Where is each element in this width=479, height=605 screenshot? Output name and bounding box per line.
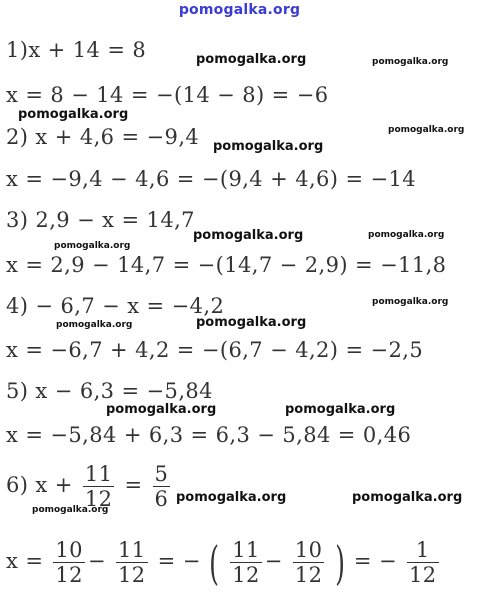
x-equals: x = bbox=[6, 549, 44, 573]
fraction-denominator: 12 bbox=[409, 563, 437, 587]
watermark: pomogalka.org bbox=[352, 490, 463, 505]
problem-6-solution bbox=[6, 535, 442, 590]
fraction-1-12 bbox=[407, 538, 439, 587]
problem-5-equation: 5) x − 6,3 = −5,84 bbox=[6, 379, 213, 403]
watermark: pomogalka.org bbox=[372, 57, 449, 67]
watermark: pomogalka.org bbox=[285, 402, 396, 417]
watermark: pomogalka.org bbox=[106, 402, 217, 417]
problem-3-solution: x = 2,9 − 14,7 = −(14,7 − 2,9) = −11,8 bbox=[6, 253, 447, 277]
fraction-denominator: 12 bbox=[84, 487, 113, 511]
watermark: pomogalka.org bbox=[18, 107, 129, 122]
problem-1-equation: 1)x + 14 = 8 bbox=[6, 38, 147, 62]
watermark: pomogalka.org bbox=[196, 315, 307, 330]
problem-4-equation: 4) − 6,7 − x = −4,2 bbox=[6, 294, 225, 318]
fraction-numerator: 11 bbox=[118, 538, 146, 562]
fraction-10-12 bbox=[53, 538, 85, 587]
fraction-denominator: 12 bbox=[55, 563, 83, 587]
problem-2-solution: x = −9,4 − 4,6 = −(9,4 + 4,6) = −14 bbox=[6, 167, 417, 191]
problem-6-prefix: 6) x + bbox=[6, 473, 73, 497]
left-parenthesis: ( bbox=[208, 535, 220, 590]
fraction-11-12 bbox=[230, 538, 262, 587]
problem-1-solution: x = 8 − 14 = −(14 − 8) = −6 bbox=[6, 83, 329, 107]
fraction-11-12 bbox=[116, 538, 148, 587]
watermark: pomogalka.org bbox=[56, 320, 133, 330]
fraction-numerator: 10 bbox=[55, 538, 83, 562]
minus-sign: − bbox=[264, 549, 283, 573]
equals-sign: = bbox=[124, 473, 143, 497]
problem-6-equation bbox=[6, 462, 173, 511]
problem-2-equation: 2) x + 4,6 = −9,4 bbox=[6, 125, 200, 149]
watermark: pomogalka.org bbox=[176, 490, 287, 505]
fraction-numerator: 11 bbox=[84, 462, 113, 486]
site-logo: pomogalka.org bbox=[178, 2, 301, 18]
fraction-numerator: 11 bbox=[232, 538, 260, 562]
watermark: pomogalka.org bbox=[196, 52, 307, 67]
watermark: pomogalka.org bbox=[193, 228, 304, 243]
fraction-numerator: 1 bbox=[407, 538, 439, 563]
equals-minus: = − bbox=[157, 549, 201, 573]
watermark: pomogalka.org bbox=[213, 139, 324, 154]
watermark: pomogalka.org bbox=[54, 241, 131, 251]
watermark: pomogalka.org bbox=[368, 230, 445, 240]
fraction-denominator: 12 bbox=[294, 563, 323, 587]
fraction-11-12 bbox=[83, 462, 115, 511]
right-parenthesis: ) bbox=[335, 535, 346, 590]
fraction-denominator: 12 bbox=[118, 563, 146, 587]
equals-minus: = − bbox=[353, 549, 397, 573]
minus-sign: − bbox=[87, 549, 106, 573]
watermark: pomogalka.org bbox=[32, 505, 109, 515]
fraction-denominator: 6 bbox=[154, 487, 169, 511]
fraction-denominator: 12 bbox=[232, 563, 260, 587]
fraction-numerator: 5 bbox=[154, 462, 169, 486]
watermark: pomogalka.org bbox=[388, 125, 465, 135]
watermark: pomogalka.org bbox=[372, 297, 449, 307]
fraction-10-12 bbox=[293, 538, 325, 587]
problem-3-equation: 3) 2,9 − x = 14,7 bbox=[6, 208, 195, 232]
problem-5-solution: x = −5,84 + 6,3 = 6,3 − 5,84 = 0,46 bbox=[6, 423, 412, 447]
problem-4-solution: x = −6,7 + 4,2 = −(6,7 − 4,2) = −2,5 bbox=[6, 338, 424, 362]
fraction-5-6 bbox=[153, 462, 171, 511]
fraction-numerator: 10 bbox=[294, 538, 323, 562]
